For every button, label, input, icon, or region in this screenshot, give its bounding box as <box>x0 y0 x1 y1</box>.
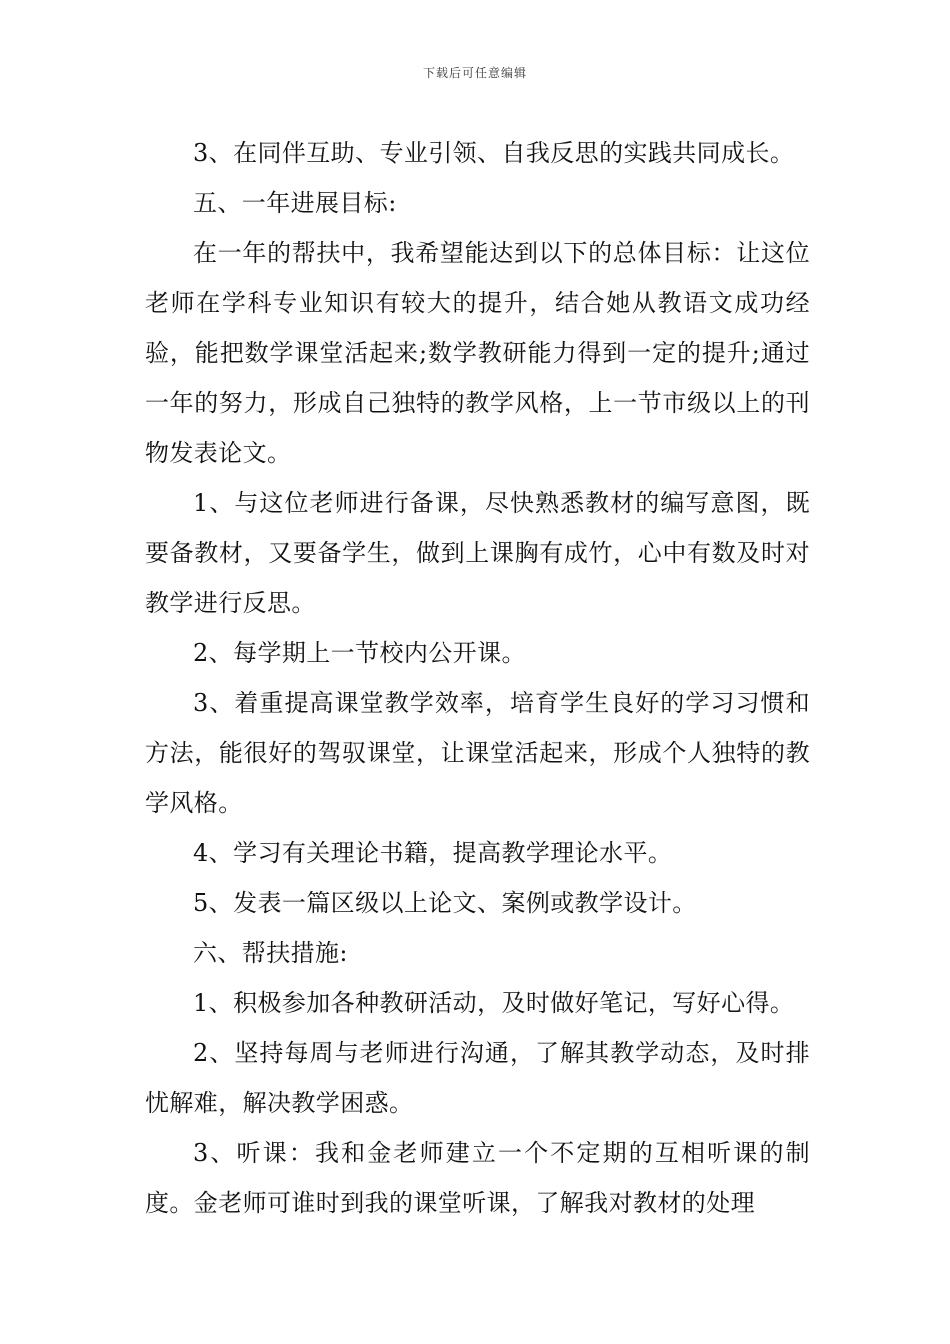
paragraph: 3、在同伴互助、专业引领、自我反思的实践共同成长。 <box>193 139 795 167</box>
section-heading: 六、帮扶措施: <box>193 939 348 967</box>
paragraph: 在一年的帮扶中，我希望能达到以下的总体目标：让这位老师在学科专业知识有较大的提升，结合她从教语文成功经验，能把数学课堂活起来;数学教研能力得到一定的提升;通过一年的努力，形成自己独特的教学风格，上一节市级以上的刊物发表论文。 <box>145 239 810 467</box>
paragraph: 5、发表一篇区级以上论文、案例或教学设计。 <box>193 889 697 917</box>
document-body <box>145 128 810 1228</box>
paragraph: 3、着重提高课堂教学效率，培育学生良好的学习习惯和方法，能很好的驾驭课堂，让课堂活起来，形成个人独特的教学风格。 <box>145 689 810 817</box>
paragraph: 1、与这位老师进行备课，尽快熟悉教材的编写意图，既要备教材，又要备学生，做到上课胸有成竹，心中有数及时对教学进行反思。 <box>145 489 810 617</box>
paragraph: 4、学习有关理论书籍，提高教学理论水平。 <box>193 839 673 867</box>
paragraph: 1、积极参加各种教研活动，及时做好笔记，写好心得。 <box>193 989 795 1017</box>
paragraph: 2、坚持每周与老师进行沟通，了解其教学动态，及时排忧解难，解决教学困惑。 <box>145 1039 810 1117</box>
section-heading: 五、一年进展目标: <box>193 189 397 217</box>
page-header-note: 下载后可任意编辑 <box>422 66 527 80</box>
paragraph: 3、听课：我和金老师建立一个不定期的互相听课的制度。金老师可谁时到我的课堂听课，了解我对教材的处理 <box>145 1139 810 1217</box>
paragraph: 2、每学期上一节校内公开课。 <box>193 639 526 667</box>
